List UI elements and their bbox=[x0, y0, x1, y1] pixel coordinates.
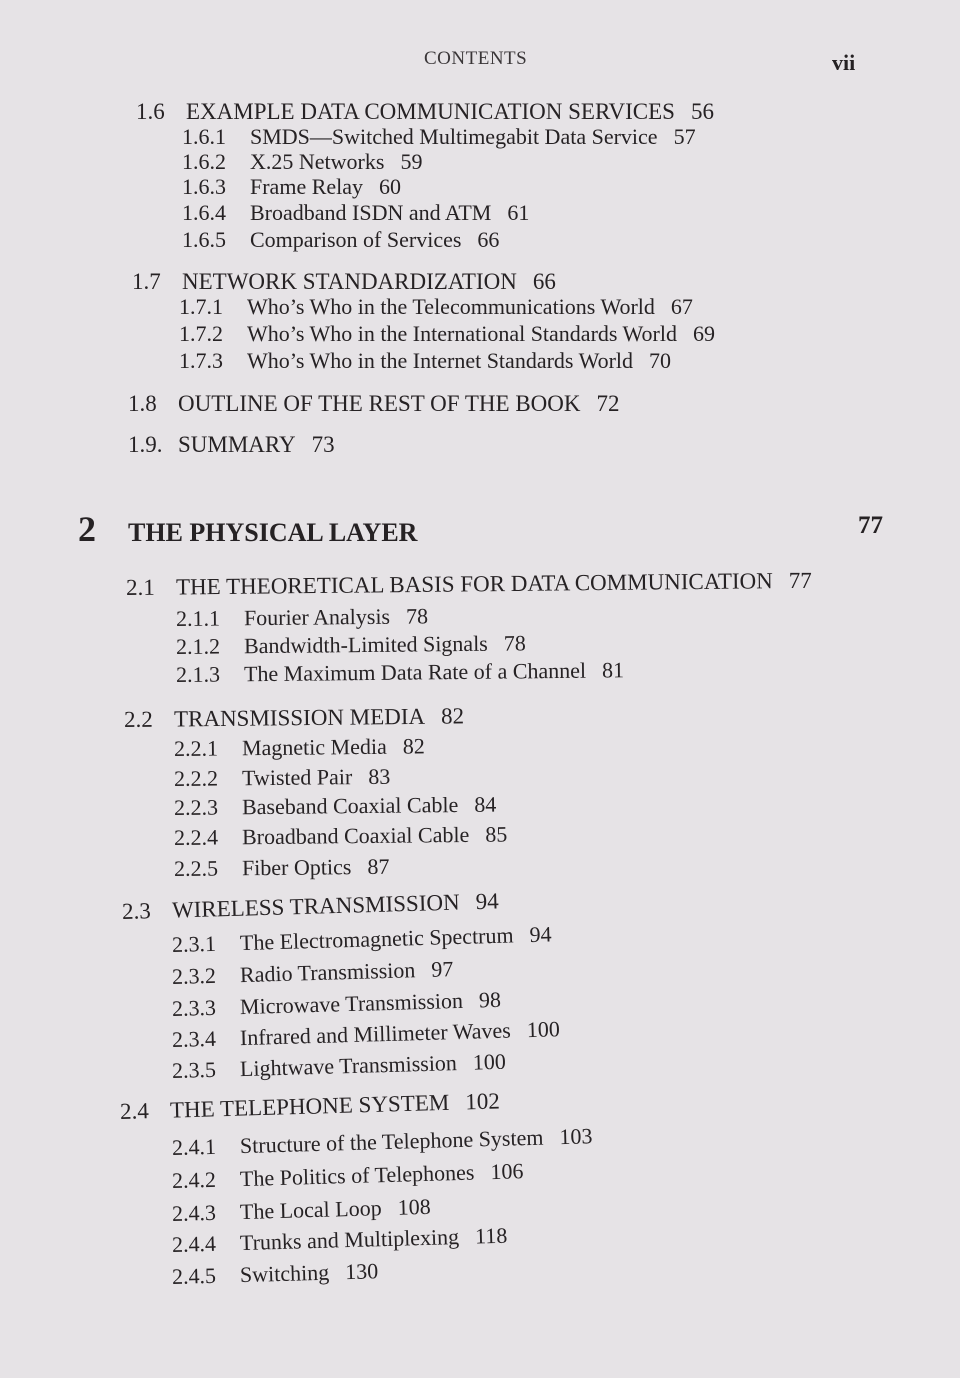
toc-subsection-title: Magnetic Media bbox=[241, 733, 387, 761]
toc-subsection-page: 67 bbox=[670, 294, 693, 319]
toc-subsection-page: 84 bbox=[474, 791, 497, 817]
toc-section-number: 1.6 bbox=[136, 99, 165, 124]
toc-subsection bbox=[179, 323, 715, 345]
toc-section-title: TRANSMISSION MEDIA bbox=[173, 703, 426, 732]
toc-subsection bbox=[176, 632, 526, 658]
toc-subsection-page: 60 bbox=[379, 174, 402, 199]
toc-section-page: 94 bbox=[475, 888, 499, 915]
toc-subsection-number: 2.2.4 bbox=[173, 824, 219, 850]
toc-subsection bbox=[171, 1048, 507, 1083]
toc-subsection-number: 2.2.1 bbox=[173, 735, 219, 761]
toc-section-title: EXAMPLE DATA COMMUNICATION SERVICES bbox=[186, 99, 675, 124]
toc-subsection-title: The Politics of Telephones bbox=[239, 1159, 475, 1192]
toc-subsection-title: Lightwave Transmission bbox=[239, 1050, 458, 1082]
toc-section-number: 1.7 bbox=[132, 269, 161, 294]
toc-section bbox=[122, 889, 499, 923]
toc-subsection-number: 2.2.2 bbox=[173, 765, 219, 791]
toc-section-title: SUMMARY bbox=[178, 432, 296, 457]
toc-subsection-title: Structure of the Telephone System bbox=[239, 1124, 544, 1159]
toc-subsection-number: 2.4.1 bbox=[171, 1133, 217, 1160]
toc-subsection-page: 70 bbox=[649, 348, 672, 373]
toc-subsection bbox=[182, 126, 696, 148]
toc-subsection bbox=[171, 1193, 431, 1226]
toc-section-title: NETWORK STANDARDIZATION bbox=[182, 269, 517, 294]
toc-subsection bbox=[173, 853, 390, 881]
toc-subsection-number: 1.6.3 bbox=[182, 174, 226, 199]
toc-section bbox=[132, 270, 556, 293]
toc-subsection-page: 106 bbox=[490, 1158, 524, 1185]
toc-subsection-page: 100 bbox=[472, 1048, 507, 1075]
toc-subsection-number: 2.4.3 bbox=[171, 1199, 217, 1226]
toc-subsection bbox=[171, 986, 502, 1021]
toc-section-number: 1.9. bbox=[128, 432, 163, 457]
toc-subsection-title: The Maximum Data Rate of a Channel bbox=[243, 657, 587, 687]
toc-subsection-title: Who’s Who in the International Standards World bbox=[247, 321, 677, 346]
toc-subsection-number: 2.3.2 bbox=[171, 962, 217, 989]
toc-subsection-number: 2.1.2 bbox=[175, 633, 221, 659]
toc-subsection-number: 1.6.5 bbox=[182, 227, 226, 252]
toc-subsection-title: Frame Relay bbox=[250, 174, 364, 199]
toc-subsection bbox=[176, 659, 624, 686]
toc-section-page: 77 bbox=[788, 567, 812, 594]
toc-subsection-page: 82 bbox=[402, 733, 425, 759]
toc-subsection bbox=[171, 1222, 508, 1257]
toc-subsection-title: Trunks and Multiplexing bbox=[239, 1223, 460, 1256]
toc-subsection-page: 103 bbox=[559, 1123, 593, 1150]
toc-subsection-title: Switching bbox=[239, 1259, 330, 1288]
toc-subsection-number: 2.4.2 bbox=[171, 1166, 217, 1193]
toc-subsection bbox=[176, 605, 428, 630]
chapter-number: 2 bbox=[78, 509, 96, 549]
toc-subsection-page: 108 bbox=[397, 1193, 431, 1220]
toc-subsection bbox=[172, 923, 552, 956]
toc-section bbox=[124, 704, 464, 731]
toc-subsection bbox=[179, 350, 671, 372]
toc-subsection-page: 87 bbox=[367, 853, 390, 879]
toc-section-page: 66 bbox=[532, 269, 556, 294]
toc-subsection-number: 2.2.5 bbox=[173, 855, 219, 881]
toc-subsection bbox=[182, 176, 401, 198]
toc-subsection-page: 61 bbox=[507, 200, 530, 225]
toc-subsection bbox=[172, 1260, 379, 1288]
chapter-page-number: 77 bbox=[858, 512, 883, 539]
toc-subsection-title: Bandwidth-Limited Signals bbox=[243, 630, 488, 659]
toc-section-number: 2.4 bbox=[119, 1098, 150, 1124]
toc-subsection-number: 2.3.5 bbox=[171, 1056, 217, 1083]
toc-subsection-number: 2.3.4 bbox=[171, 1025, 217, 1052]
running-title: CONTENTS bbox=[424, 48, 528, 69]
toc-section-number: 2.2 bbox=[123, 706, 153, 732]
toc-subsection-title: Baseband Coaxial Cable bbox=[241, 792, 459, 820]
toc-subsection bbox=[173, 763, 391, 791]
toc-subsection-title: Comparison of Services bbox=[250, 227, 462, 252]
toc-section-page: 102 bbox=[464, 1088, 501, 1115]
toc-subsection bbox=[179, 296, 693, 318]
toc-subsection-title: The Local Loop bbox=[239, 1195, 382, 1225]
toc-subsection bbox=[172, 1160, 524, 1192]
toc-subsection-page: 94 bbox=[529, 921, 552, 948]
toc-subsection bbox=[172, 1018, 560, 1051]
toc-subsection-number: 2.3.3 bbox=[171, 994, 217, 1021]
toc-section-title: THE THEORETICAL BASIS FOR DATA COMMUNICATION bbox=[175, 568, 773, 600]
toc-section-title: THE TELEPHONE SYSTEM bbox=[169, 1089, 450, 1123]
toc-subsection-page: 66 bbox=[477, 227, 500, 252]
toc-subsection-title: Infrared and Millimeter Waves bbox=[239, 1017, 512, 1051]
toc-subsection-number: 1.7.1 bbox=[179, 294, 223, 319]
toc-section-title: OUTLINE OF THE REST OF THE BOOK bbox=[178, 391, 581, 416]
toc-subsection bbox=[173, 821, 508, 850]
toc-subsection-page: 81 bbox=[601, 657, 625, 683]
toc-subsection-title: Who’s Who in the Telecommunications World bbox=[247, 294, 655, 319]
toc-section-number: 2.1 bbox=[125, 574, 155, 600]
toc-subsection-title: Broadband ISDN and ATM bbox=[250, 200, 492, 225]
toc-subsection-title: Who’s Who in the Internet Standards World bbox=[247, 348, 634, 373]
toc-section-page: 73 bbox=[311, 432, 335, 457]
toc-subsection-page: 130 bbox=[344, 1258, 379, 1285]
toc-subsection-title: Microwave Transmission bbox=[239, 987, 464, 1020]
toc-subsection-number: 1.7.2 bbox=[179, 321, 223, 346]
toc-subsection-title: The Electromagnetic Spectrum bbox=[239, 922, 514, 956]
toc-subsection-number: 2.4.5 bbox=[171, 1262, 217, 1289]
toc-subsection bbox=[182, 151, 422, 173]
toc-subsection-page: 69 bbox=[693, 321, 715, 346]
toc-section-number: 2.3 bbox=[121, 898, 152, 924]
toc-subsection-title: Twisted Pair bbox=[241, 764, 353, 791]
toc-subsection-title: X.25 Networks bbox=[250, 149, 385, 174]
chapter-title: THE PHYSICAL LAYER bbox=[128, 518, 418, 547]
toc-subsection bbox=[173, 791, 497, 820]
toc-subsection-page: 85 bbox=[485, 821, 508, 847]
toc-subsection-page: 59 bbox=[400, 149, 423, 174]
toc-subsection-number: 2.3.1 bbox=[171, 930, 217, 957]
toc-subsection-page: 57 bbox=[673, 124, 696, 149]
toc-subsection-number: 2.4.4 bbox=[171, 1230, 217, 1257]
toc-subsection-title: Fourier Analysis bbox=[243, 603, 391, 631]
toc-subsection-title: Broadband Coaxial Cable bbox=[241, 821, 470, 850]
toc-subsection-title: Fiber Optics bbox=[241, 854, 352, 881]
toc-subsection-number: 2.2.3 bbox=[173, 794, 219, 820]
toc-subsection bbox=[182, 202, 529, 224]
toc-section-page: 56 bbox=[690, 99, 714, 124]
page-number: vii bbox=[832, 50, 856, 75]
toc-subsection bbox=[174, 735, 425, 760]
toc-subsection bbox=[182, 229, 499, 251]
toc-subsection-page: 98 bbox=[478, 986, 502, 1013]
toc-section bbox=[120, 1089, 500, 1123]
toc-subsection-page: 118 bbox=[474, 1222, 508, 1249]
toc-subsection-number: 2.1.1 bbox=[175, 605, 221, 631]
toc-section bbox=[128, 392, 620, 415]
toc-subsection-number: 2.1.3 bbox=[175, 661, 221, 687]
toc-subsection-page: 83 bbox=[368, 763, 391, 789]
toc-section-page: 72 bbox=[596, 391, 620, 416]
toc-subsection-number: 1.6.2 bbox=[182, 149, 226, 174]
toc-subsection-page: 100 bbox=[526, 1016, 561, 1043]
toc-section-number: 1.8 bbox=[128, 391, 157, 416]
toc-subsection-title: SMDS—Switched Multimegabit Data Service bbox=[250, 124, 658, 149]
toc-subsection bbox=[172, 1125, 593, 1159]
toc-subsection-number: 1.7.3 bbox=[179, 348, 223, 373]
toc-subsection-page: 97 bbox=[430, 956, 454, 982]
toc-section bbox=[126, 569, 812, 599]
toc-section bbox=[136, 100, 714, 123]
toc-section-title: WIRELESS TRANSMISSION bbox=[171, 889, 460, 923]
toc-subsection bbox=[172, 958, 454, 988]
toc-subsection-page: 78 bbox=[503, 630, 526, 656]
toc-subsection-number: 1.6.4 bbox=[182, 200, 226, 225]
toc-section-page: 82 bbox=[440, 703, 465, 729]
toc-section bbox=[128, 433, 335, 456]
toc-subsection-number: 1.6.1 bbox=[182, 124, 226, 149]
toc-subsection-title: Radio Transmission bbox=[239, 957, 416, 988]
toc-subsection-page: 78 bbox=[405, 603, 429, 629]
